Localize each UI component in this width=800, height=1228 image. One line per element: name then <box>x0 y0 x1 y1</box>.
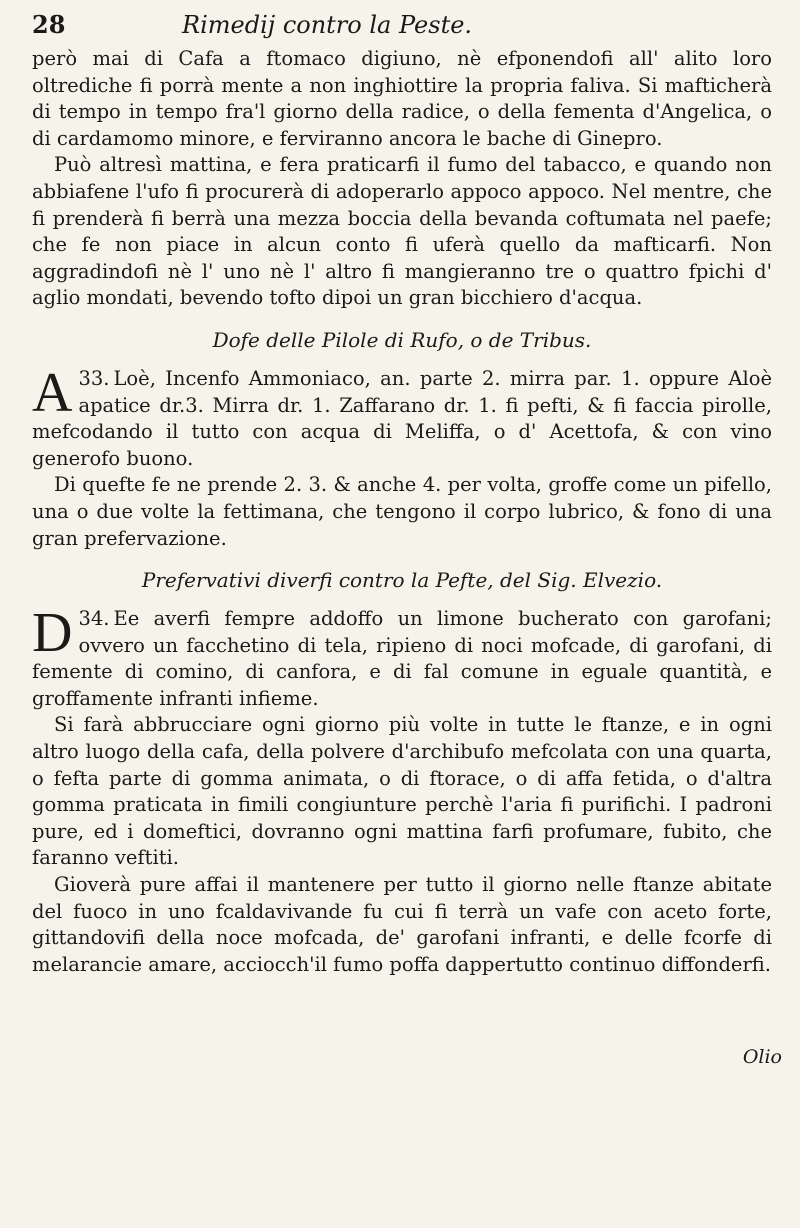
drop-cap: A <box>32 361 73 424</box>
section-34-fumigation: Si farà abbrucciare ogni giorno più volte in tutte le ftanze, e in ogni altro luogo della cafa, della polvere d'archibufo mefcolata con una quarta, o fefta parte di gomma animata, o di ftorace, o di affa fetida, o d'altra gomma praticata in fimili congiunture perchè l'aria fi purifichi. I padroni pure, ed i domeftici, dovranno ogni mattina farfi profumare, fubito, che faranno veftiti. <box>32 713 772 870</box>
intro-paragraph: però mai di Cafa a ftomaco digiuno, nè efponendofi all' alito loro oltrediche fi porrà mente a non inghiottire la propria faliva. Si mafticherà di tempo in tempo fra'l giorno della radice, o della fementa d'Angelica, o di cardamomo minore, e ferviranno ancora le bache di Ginepro. <box>32 47 772 150</box>
intro-paragraph: Può altresì mattina, e fera praticarfi il fumo del tabacco, e quando non abbiafene l'ufo fi procurerà di adoperarlo appoco appoco. Nel mentre, che fi prenderà fi berrà una mezza boccia della bevanda coftumata nel paefe; che fe non piace in alcun conto fi uferà quello da mafticarfi. Non aggradindofi nè l' uno nè l' altro fi mangieranno tre o quattro fpichi d' aglio mondati, bevendo tofto dipoi un gran bicchiero d'acqua. <box>32 153 772 310</box>
section-33-paragraph <box>32 361 772 472</box>
section-34-fire: Gioverà pure affai il mantenere per tutto il giorno nelle ftanze abitate del fuoco in uno fcaldavivande fu cui fi terrà un vafe con aceto forte, gittandovifi della noce mofcada, de' garofani infranti, e delle fcorfe di melarancie amare, acciocch'il fumo poffa dappertutto continuo diffonderfi. <box>32 873 772 976</box>
page-number: 28 <box>32 10 66 39</box>
section-33-dosage: Di quefte fe ne prende 2. 3. & anche 4. per volta, groffe come un pifello, una o due volte la fettimana, che tengono il corpo lubrico, & fono di una gran prefervazione. <box>32 473 772 550</box>
book-page <box>32 10 772 978</box>
section-heading-prefervativi: Prefervativi diverfi contro la Pefte, del Sig. Elvezio. <box>141 568 663 593</box>
section-number: 34. <box>78 607 110 631</box>
section-33-text: Loè, Incenfo Ammoniaco, an. parte 2. mirra par. 1. oppure Aloè apatice dr.3. Mirra dr. 1. Zaffarano dr. 1. fi pefti, & fi faccia pirolle, mefcodando il tutto con acqua di Meliffa, o d' Acettofa, & con vino generofo buono. <box>32 366 772 470</box>
section-number: 33. <box>78 366 110 390</box>
section-34-paragraph <box>32 602 772 712</box>
running-title: Rimedij contro la Peste. <box>182 11 473 39</box>
drop-cap: D <box>32 602 73 665</box>
section-heading-pilole: Dofe delle Pilole di Rufo, o de Tribus. <box>212 327 592 352</box>
section-34-text: Ee averfi fempre addoffo un limone bucherato con garofani; ovvero un facchetino di tela, ripieno di noci mofcade, di garofani, di femente di comino, di canfora, e di fal comune in eguale quantità, e groffamente infranti infieme. <box>32 607 772 710</box>
catchword: Olio <box>742 1046 782 1068</box>
running-head <box>32 10 772 46</box>
